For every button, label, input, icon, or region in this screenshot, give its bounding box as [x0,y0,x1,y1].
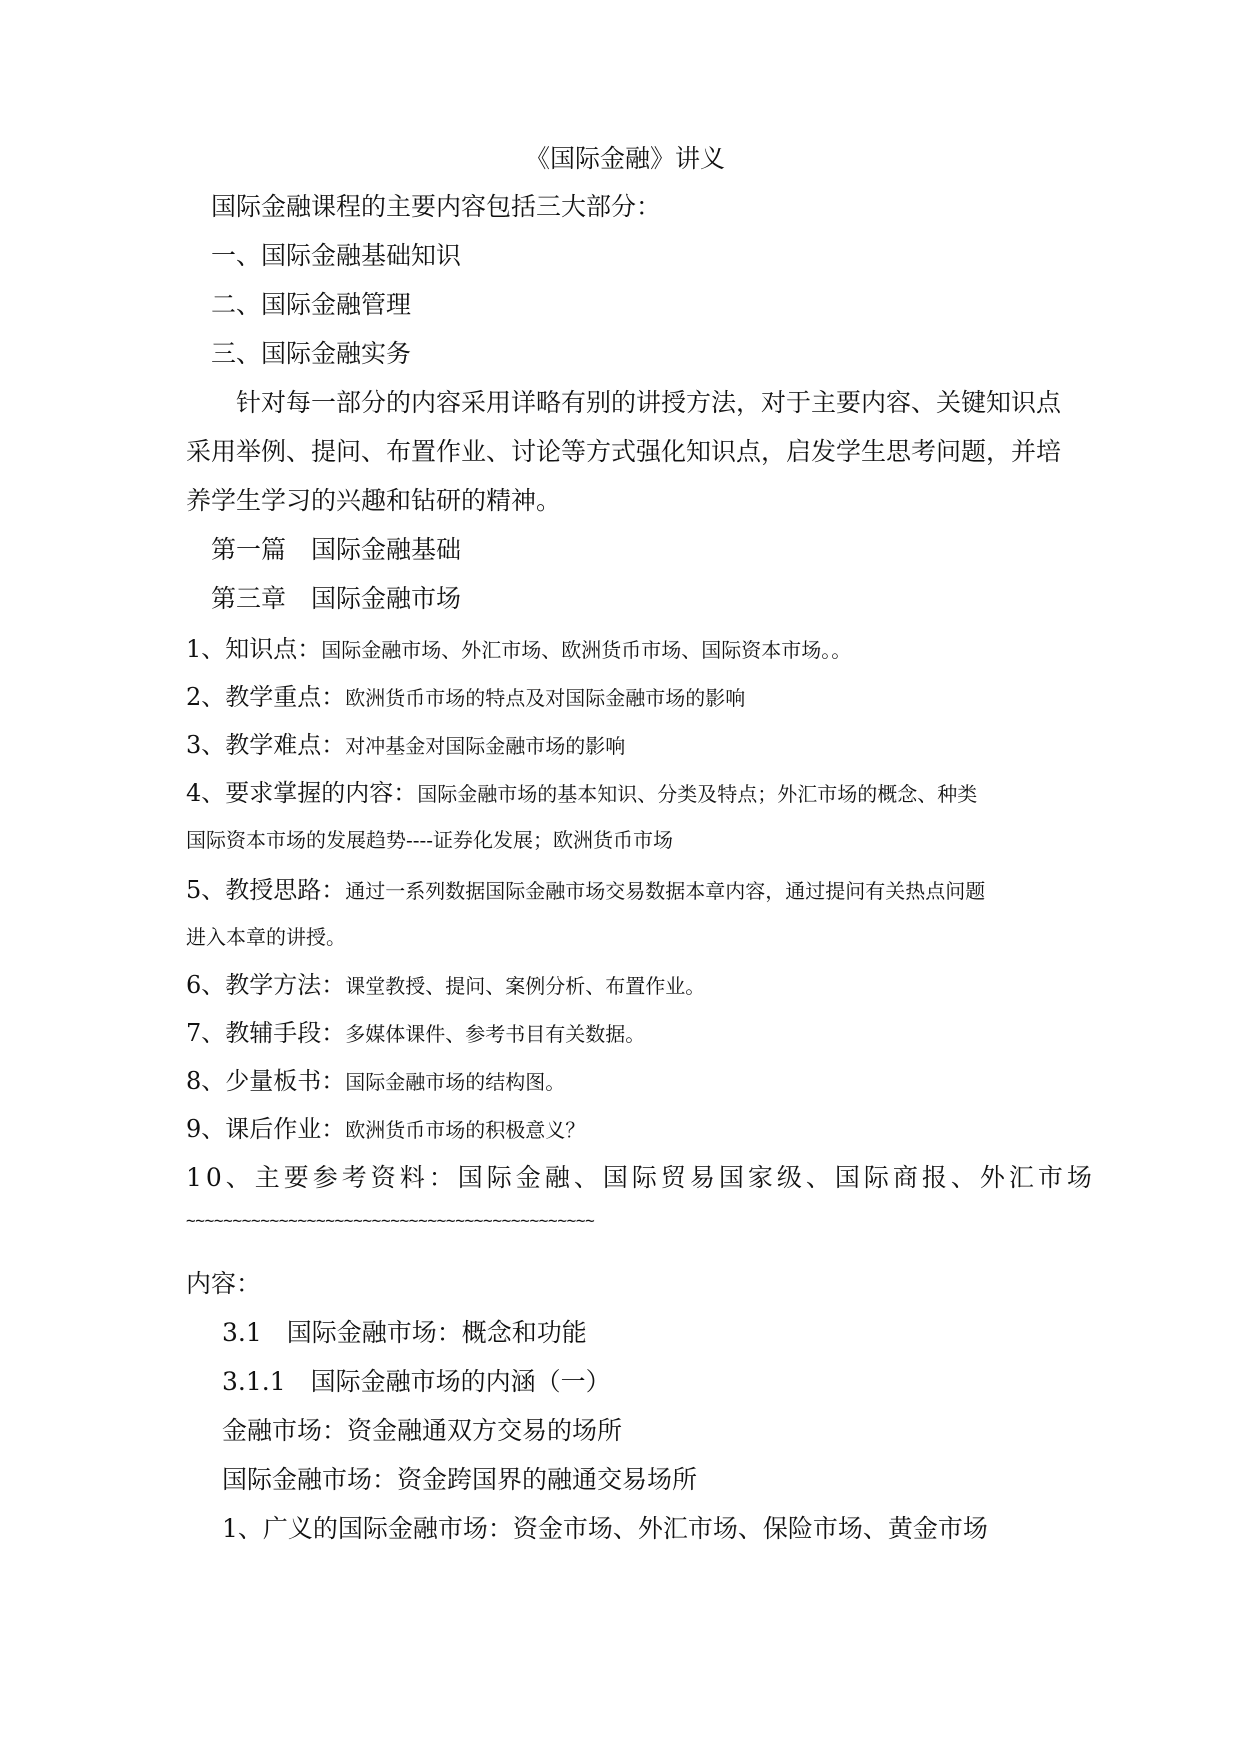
list-item [186,830,673,850]
list-item [186,733,625,757]
item-text: 国际金融市场、外汇市场、欧洲货币市场、国际资本市场。。 [321,638,852,662]
content-line: 国际金融市场：资金跨国界的融通交易场所 [222,1465,698,1494]
part-item-3: 三、国际金融实务 [211,339,412,368]
item-label: 3、教学难点： [186,731,346,759]
content-line: 1、广义的国际金融市场：资金市场、外汇市场、保险市场、黄金市场 [222,1514,988,1543]
chapter-heading: 第三章 国际金融市场 [211,584,462,613]
list-item [186,1117,585,1141]
list-item [186,685,745,709]
part-item-1: 一、国际金融基础知识 [211,241,462,270]
document-title: 《国际金融》讲义 [525,144,726,173]
item-text: 多媒体课件、参考书目有关数据。 [345,1022,646,1046]
list-item [186,878,985,902]
item-text: 通过一系列数据国际金融市场交易数据本章内容，通过提问有关热点问题 [345,879,986,903]
item-label: 9、课后作业： [186,1115,346,1143]
paragraph-line: 养学生学习的兴趣和钻研的精神。 [186,486,562,515]
item-text: 国际金融市场的结构图。 [345,1070,566,1094]
item-label: 8、少量板书： [186,1067,346,1095]
item-label: 4、要求掌握的内容： [186,779,418,807]
list-item [186,781,977,805]
item-text: 进入本章的讲授。 [186,925,346,949]
item-text: 欧洲货币市场的积极意义？ [345,1118,586,1142]
list-item [186,973,705,997]
item-label: 7、教辅手段： [186,1019,346,1047]
wave-separator: ~~~~~~~~~~~~~~~~~~~~~~~~~~~~~~~~~~~~~~~~~~~~ [186,1211,595,1230]
subsection-heading: 3.1.1 国际金融市场的内涵（一） [222,1367,611,1396]
list-item [186,637,851,661]
part-heading: 第一篇 国际金融基础 [211,535,462,564]
section-heading: 3.1 国际金融市场：概念和功能 [222,1318,587,1347]
item-label: 2、教学重点： [186,683,346,711]
item-text: 对冲基金对国际金融市场的影响 [345,734,626,758]
list-item [186,1069,565,1093]
list-item [186,1021,645,1045]
item-label: 5、教授思路： [186,876,346,904]
content-line: 金融市场：资金融通双方交易的场所 [222,1416,623,1445]
item-text: 国际资本市场的发展趋势----证券化发展；欧洲货币市场 [186,828,674,852]
list-item [186,927,346,947]
content-label: 内容： [186,1269,262,1298]
item-label: 6、教学方法： [186,971,346,999]
part-item-2: 二、国际金融管理 [211,290,412,319]
item-label: 1、知识点： [186,635,322,663]
item-text: 课堂教授、提问、案例分析、布置作业。 [345,974,706,998]
references-line: 10、主要参考资料：国际金融、国际贸易国家级、国际商报、外汇市场 [186,1163,1096,1192]
item-text: 欧洲货币市场的特点及对国际金融市场的影响 [345,686,746,710]
item-text: 国际金融市场的基本知识、分类及特点；外汇市场的概念、种类 [417,782,978,806]
intro-lead: 国际金融课程的主要内容包括三大部分： [211,192,662,221]
paragraph-line: 针对每一部分的内容采用详略有别的讲授方法，对于主要内容、关键知识点 [236,388,1062,417]
paragraph-line: 采用举例、提问、布置作业、讨论等方式强化知识点，启发学生思考问题，并培 [186,437,1062,466]
